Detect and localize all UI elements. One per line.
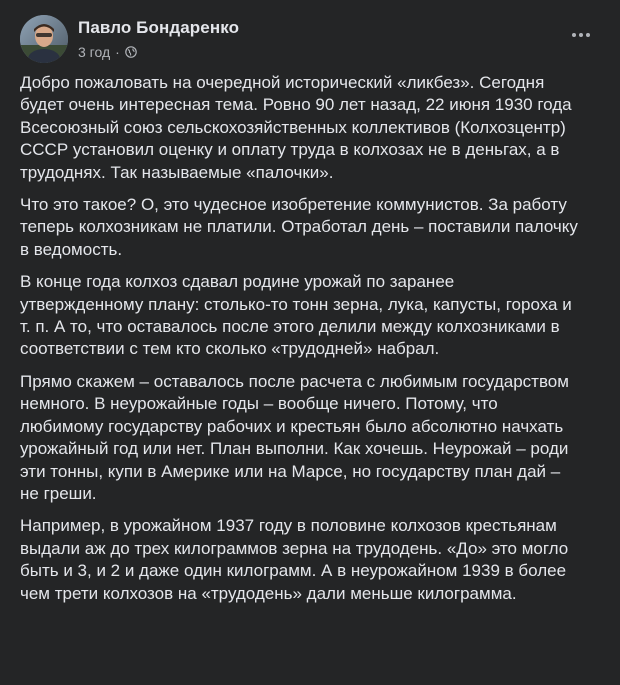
meta-separator: · [115,44,120,60]
more-options-icon[interactable] [566,23,596,47]
more-dot [579,33,583,37]
more-dot [586,33,590,37]
post-header [20,15,600,65]
avatar-photo [20,15,68,63]
post-time[interactable]: 3 год [78,44,111,60]
more-dot [572,33,576,37]
author-name[interactable]: Павло Бондаренко [78,18,240,37]
post-paragraph: Например, в урожайном 1937 году в половине колхозов крестьянам выдали аж до трех килограммов зерна на трудодень. «До» это могло быть и 3, и 2 и даже один килограмм. А в неурожайном 1939 в более чем трети колхозов на «трудодень» дали меньше килограмма. [20,516,569,603]
post-paragraph: В конце года колхоз сдавал родине урожай по заранее утвержденному плану: столько-то тонн зерна, лука, капусты, гороха и т. п. А то, что оставалось после этого делили между колхозниками в соответствии с тем кто сколько «трудодней» набрал. [20,272,572,359]
author-avatar[interactable] [20,15,68,63]
post-paragraph: Что это такое? О, это чудесное изобретение коммунистов. За работу теперь колхозникам не платили. Отработал день – поставили палочку в ведомость. [20,195,578,259]
globe-icon[interactable] [125,46,137,58]
post-body [20,72,580,615]
post-paragraph: Добро пожаловать на очередной исторический «ликбез». Сегодня будет очень интересная тема. Ровно 90 лет назад, 22 июня 1930 года Всесоюзный союз сельскохозяйственных коллективов (Колхозцентр) СССР установил оценку и оплату труда в колхозах не в деньгах, а в трудоднях. Так называемые «палочки». [20,73,572,182]
post-paragraph: Прямо скажем – оставалось после расчета с любимым государством немного. В неурожайные годы – вообще ничего. Потому, что любимому государству рабочих и крестьян было абсолютно начхать урожайный год или нет. План выполни. Как хочешь. Неурожай – роди эти тонны, купи в Америке или на Марсе, но государству план дай – не греши. [20,371,569,503]
post-meta [78,44,137,60]
